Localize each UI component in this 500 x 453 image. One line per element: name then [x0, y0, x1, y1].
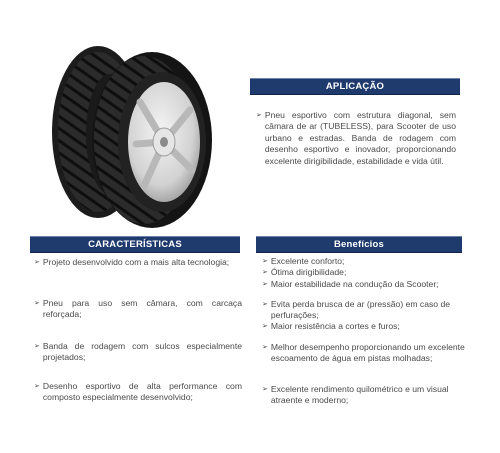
list-item [34, 381, 242, 403]
aplicacao-paragraph: Pneu esportivo com estrutura diagonal, sem câmara de ar (TUBELESS), para Scooter de uso urbano e estradas. Banda de rodagem com desenho esportivo e inovador, proporcionando excelente dirigibilidade, estabilidade e vida útil. [264, 110, 456, 166]
arrow-bullet-icon: ➢ [34, 383, 40, 390]
arrow-bullet-icon: ➢ [34, 259, 40, 266]
list-item-text: Excelente rendimento quilométrico e um visual atraente e moderno; [270, 384, 449, 406]
beneficios-group [262, 299, 467, 333]
arrow-bullet-icon: ➢ [262, 258, 268, 265]
arrow-bullet-icon: ➢ [262, 301, 268, 308]
list-item [262, 256, 467, 267]
beneficios-group [262, 256, 467, 290]
beneficios-group [262, 384, 467, 406]
list-item-text: Excelente conforto; [270, 256, 345, 266]
list-item-text: Melhor desempenho proporcionando um excelente escoamento de água em pistas molhadas; [270, 342, 465, 364]
arrow-bullet-icon: ➢ [34, 300, 40, 307]
aplicacao-header: APLICAÇÃO [250, 78, 460, 95]
list-item [34, 298, 242, 320]
list-item-text: Maior resistência a cortes e furos; [270, 321, 400, 332]
list-item [262, 342, 467, 364]
list-item-text: Banda de rodagem com sulcos especialmente projetados; [42, 341, 242, 363]
list-item-text: Evita perda brusca de ar (pressão) em caso de perfurações; [270, 299, 451, 321]
arrow-bullet-icon: ➢ [262, 323, 268, 331]
arrow-bullet-icon: ➢ [262, 386, 268, 393]
caracteristicas-list [34, 257, 242, 403]
list-item [262, 321, 467, 332]
arrow-bullet-icon: ➢ [262, 344, 268, 351]
list-item [262, 267, 467, 278]
caracteristicas-header: CARACTERÍSTICAS [30, 236, 240, 253]
beneficios-header: Benefícios [256, 236, 462, 253]
tyre-image [40, 40, 215, 232]
arrow-bullet-icon: ➢ [34, 343, 40, 350]
arrow-bullet-icon: ➢ [262, 280, 268, 288]
arrow-bullet-icon: ➢ [262, 269, 268, 277]
list-item-text: Maior estabilidade na condução da Scooter; [270, 278, 439, 289]
list-item-text: Projeto desenvolvido com a mais alta tecnologia; [42, 257, 230, 267]
list-item [34, 341, 242, 363]
list-item-text: Ótima dirigibilidade; [270, 267, 347, 278]
list-item [262, 299, 467, 321]
list-item-text: Pneu para uso sem câmara, com carcaça reforçada; [42, 298, 242, 320]
arrow-bullet-icon: ➢ [256, 112, 262, 119]
list-item-text: Desenho esportivo de alta performance com composto especialmente desenvolvido; [42, 381, 242, 403]
list-item [262, 279, 467, 290]
aplicacao-text [256, 110, 456, 167]
list-item [262, 384, 467, 406]
beneficios-group [262, 342, 467, 364]
list-item [34, 257, 242, 268]
